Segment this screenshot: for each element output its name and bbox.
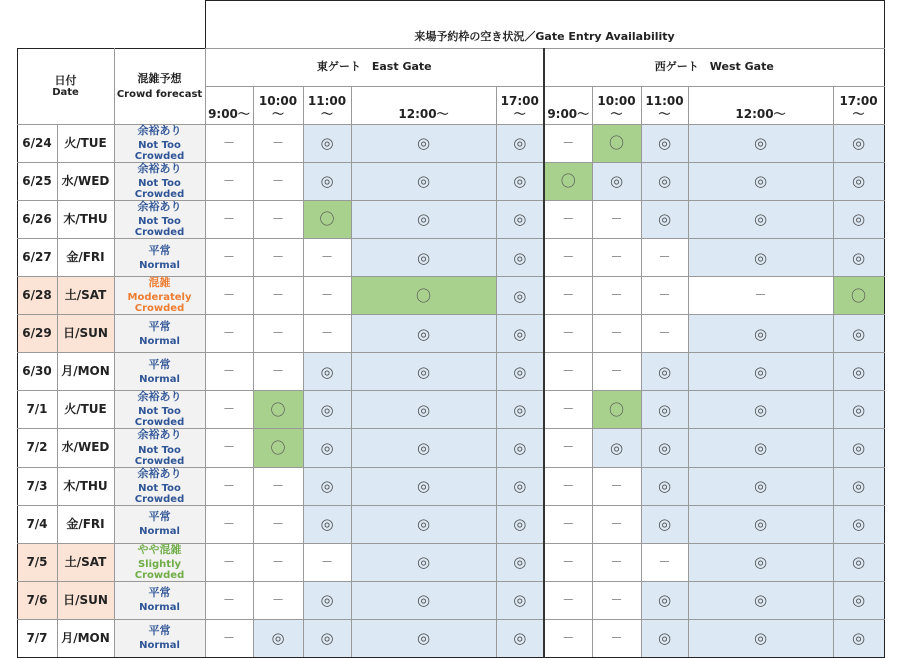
west-gate-slot-cell: － [641,277,688,315]
east-gate-slot-cell: ◎ [351,429,496,467]
date-cell: 6/26 [17,201,57,239]
west-gate-slot-cell: － [592,277,641,315]
left-margin-blank [0,87,17,125]
crowd-forecast-en: Not Too Crowded [134,444,185,467]
west-gate-slot-cell: ◎ [641,201,688,239]
left-margin-blank [0,543,17,581]
west-gate-slot-cell: ◎ [833,201,884,239]
east-gate-slot-cell: － [205,391,253,429]
crowd-forecast-jp: 混雑 [148,276,171,290]
west-gate-slot-cell: － [544,239,592,277]
crowd-forecast-en: Slightly Crowded [134,558,185,581]
day-cell: 火/TUE [57,391,114,429]
table-row [0,391,884,429]
table-row [0,315,884,353]
crowd-forecast-jp: 余裕あり [137,200,182,214]
crowd-forecast-cell [114,239,205,277]
west-gate-slot-cell: ◎ [833,429,884,467]
table-row [0,505,884,543]
left-margin-blank [0,277,17,315]
east-gate-slot-cell: ◎ [496,581,544,619]
west-gate-slot-cell: ◎ [641,353,688,391]
day-cell: 月/MON [57,353,114,391]
east-gate-slot-cell: ◎ [351,353,496,391]
east-gate-slot-cell: ◎ [351,163,496,201]
crowd-forecast-en: Normal [139,640,180,652]
west-gate-slot-cell: － [544,619,592,657]
east-gate-slot-cell: ◎ [496,391,544,429]
west-time-slot-header: 10:00～ [592,87,641,125]
west-gate-header: 西ゲート West Gate [544,49,884,87]
east-gate-slot-cell: ◎ [351,201,496,239]
west-gate-slot-cell: ◎ [641,467,688,505]
east-gate-slot-cell: － [303,543,351,581]
date-cell: 6/28 [17,277,57,315]
crowd-forecast-cell [114,467,205,505]
left-margin-blank [0,353,17,391]
table-row [0,201,884,239]
forecast-header [114,49,205,125]
table-row [0,581,884,619]
west-gate-slot-cell: ◎ [641,125,688,163]
west-gate-slot-cell: ◎ [688,429,833,467]
west-gate-slot-cell: ◎ [592,163,641,201]
east-gate-slot-cell: － [303,315,351,353]
east-gate-slot-cell: ◎ [303,125,351,163]
west-gate-slot-cell: ◎ [641,429,688,467]
crowd-forecast-en: Normal [139,526,180,538]
left-margin-blank [0,239,17,277]
west-gate-slot-cell: ◎ [833,353,884,391]
west-time-slot-header: 12:00～ [688,87,833,125]
crowd-forecast-en: Not Too Crowded [134,140,185,163]
east-gate-slot-cell: － [205,277,253,315]
table-row [0,543,884,581]
west-time-slot-header: 17:00～ [833,87,884,125]
east-gate-slot-cell: － [205,353,253,391]
east-gate-slot-cell: ◎ [303,619,351,657]
east-gate-slot-cell: ◎ [351,125,496,163]
east-gate-slot-cell: ◎ [303,163,351,201]
left-margin-blank [0,429,17,467]
east-gate-slot-cell: ◎ [303,581,351,619]
date-cell: 7/3 [17,467,57,505]
crowd-forecast-jp: やや混雑 [137,542,182,556]
east-gate-slot-cell: ◎ [496,619,544,657]
date-cell: 7/1 [17,391,57,429]
crowd-forecast-cell [114,315,205,353]
crowd-forecast-cell [114,125,205,163]
west-gate-slot-cell: － [592,239,641,277]
east-gate-slot-cell: － [253,315,303,353]
west-gate-slot-cell: ◎ [641,505,688,543]
east-gate-slot-cell: － [253,505,303,543]
crowd-forecast-cell [114,581,205,619]
west-gate-slot-cell: － [592,619,641,657]
west-gate-slot-cell: － [544,543,592,581]
west-gate-slot-cell: ◎ [833,543,884,581]
east-gate-slot-cell: － [253,581,303,619]
east-gate-slot-cell: ◎ [351,581,496,619]
left-margin-blank [0,467,17,505]
west-gate-slot-cell: － [641,239,688,277]
east-gate-slot-cell: － [205,429,253,467]
west-gate-slot-cell: ◎ [688,201,833,239]
crowd-forecast-jp: 平常 [148,319,171,333]
left-margin-blank [0,163,17,201]
left-margin-blank [0,125,17,163]
east-gate-slot-cell: ◎ [496,543,544,581]
date-cell: 7/4 [17,505,57,543]
table-row [0,163,884,201]
day-cell: 木/THU [57,467,114,505]
date-cell: 6/27 [17,239,57,277]
east-gate-slot-cell: － [253,239,303,277]
crowd-forecast-jp: 余裕あり [137,428,182,442]
crowd-forecast-en: Not Too Crowded [134,406,185,429]
west-gate-slot-cell: ◎ [688,543,833,581]
table-row [0,429,884,467]
east-gate-slot-cell: － [253,467,303,505]
crowd-forecast-jp: 平常 [148,510,171,524]
west-gate-slot-cell: ◎ [833,581,884,619]
west-gate-slot-cell: ◎ [688,467,833,505]
east-gate-slot-cell: ◎ [496,353,544,391]
west-gate-slot-cell: － [592,315,641,353]
west-gate-slot-cell: － [592,353,641,391]
west-gate-slot-cell: ◎ [833,125,884,163]
west-gate-slot-cell: 〇 [592,391,641,429]
date-header [17,49,114,125]
date-cell: 6/24 [17,125,57,163]
west-gate-slot-cell: － [641,543,688,581]
west-gate-slot-cell: ◎ [641,581,688,619]
east-gate-slot-cell: ◎ [496,201,544,239]
left-margin-blank [0,315,17,353]
east-gate-slot-cell: － [303,277,351,315]
east-gate-slot-cell: 〇 [253,391,303,429]
west-gate-slot-cell: － [544,201,592,239]
day-cell: 土/SAT [57,543,114,581]
table-title: 来場予約枠の空き状況／Gate Entry Availability [205,1,884,49]
west-gate-slot-cell: － [544,353,592,391]
west-gate-slot-cell: － [544,467,592,505]
west-gate-slot-cell: ◎ [641,163,688,201]
crowd-forecast-en: Not Too Crowded [134,178,185,201]
east-gate-slot-cell: 〇 [253,429,303,467]
west-gate-slot-cell: ◎ [688,353,833,391]
crowd-forecast-jp: 平常 [148,586,171,600]
left-margin-blank [0,391,17,429]
date-cell: 6/29 [17,315,57,353]
west-gate-slot-cell: － [544,581,592,619]
table-row [0,125,884,163]
east-gate-slot-cell: ◎ [253,619,303,657]
west-gate-slot-cell: － [592,581,641,619]
crowd-forecast-en: Moderately Crowded [127,292,192,315]
west-gate-slot-cell: ◎ [688,315,833,353]
east-gate-slot-cell: ◎ [351,505,496,543]
east-gate-slot-cell: － [253,201,303,239]
east-gate-slot-cell: ◎ [303,353,351,391]
crowd-forecast-cell [114,543,205,581]
crowd-forecast-jp: 平常 [148,243,171,257]
east-gate-slot-cell: － [253,353,303,391]
east-gate-slot-cell: ◎ [351,391,496,429]
crowd-forecast-en: Normal [139,373,180,385]
top-left-blank [0,1,205,49]
west-gate-slot-cell: － [544,277,592,315]
east-gate-slot-cell: － [205,581,253,619]
east-gate-slot-cell: － [205,239,253,277]
west-gate-slot-cell: － [641,315,688,353]
west-gate-slot-cell: ◎ [833,239,884,277]
crowd-forecast-jp: 余裕あり [137,390,182,404]
date-cell: 7/5 [17,543,57,581]
crowd-forecast-cell [114,163,205,201]
day-cell: 水/WED [57,163,114,201]
date-cell: 6/25 [17,163,57,201]
day-cell: 日/SUN [57,315,114,353]
east-gate-slot-cell: － [253,125,303,163]
east-gate-slot-cell: ◎ [496,505,544,543]
east-gate-slot-cell: ◎ [496,277,544,315]
west-gate-slot-cell: ◎ [833,505,884,543]
date-cell: 7/7 [17,619,57,657]
day-cell: 水/WED [57,429,114,467]
date-cell: 7/2 [17,429,57,467]
east-gate-slot-cell: ◎ [496,125,544,163]
east-gate-slot-cell: ◎ [351,239,496,277]
forecast-header-en: Crowd forecast [116,88,203,100]
table-row [0,239,884,277]
west-gate-slot-cell: － [544,391,592,429]
east-gate-header: 東ゲート East Gate [205,49,544,87]
day-cell: 木/THU [57,201,114,239]
crowd-forecast-jp: 平常 [148,624,171,638]
crowd-forecast-cell [114,353,205,391]
crowd-forecast-en: Normal [139,335,180,347]
east-gate-slot-cell: － [205,201,253,239]
east-gate-slot-cell: － [253,543,303,581]
west-gate-slot-cell: ◎ [833,163,884,201]
date-header-en: Date [52,87,79,99]
west-gate-slot-cell: ◎ [833,619,884,657]
east-gate-slot-cell: ◎ [496,467,544,505]
crowd-forecast-cell [114,391,205,429]
date-header-jp: 日付 [54,73,77,87]
left-margin-blank [0,505,17,543]
west-gate-slot-cell: － [544,505,592,543]
crowd-forecast-jp: 余裕あり [137,466,182,480]
east-gate-slot-cell: ◎ [496,239,544,277]
east-gate-slot-cell: ◎ [351,619,496,657]
crowd-forecast-en: Not Too Crowded [134,482,185,505]
day-cell: 土/SAT [57,277,114,315]
east-gate-slot-cell: ◎ [496,315,544,353]
west-time-slot-header: 9:00～ [544,87,592,125]
left-margin-blank [0,201,17,239]
forecast-header-jp: 混雑予想 [137,72,182,86]
west-gate-slot-cell: 〇 [544,163,592,201]
east-gate-slot-cell: 〇 [351,277,496,315]
crowd-forecast-jp: 余裕あり [137,124,182,137]
east-gate-slot-cell: － [205,467,253,505]
west-gate-slot-cell: ◎ [688,581,833,619]
date-cell: 6/30 [17,353,57,391]
east-gate-slot-cell: － [205,315,253,353]
west-gate-slot-cell: － [592,201,641,239]
west-gate-slot-cell: ◎ [688,125,833,163]
east-gate-slot-cell: － [205,543,253,581]
table-row [0,467,884,505]
crowd-forecast-jp: 平常 [148,357,171,371]
table-row [0,353,884,391]
crowd-forecast-cell [114,277,205,315]
east-gate-slot-cell: ◎ [351,315,496,353]
crowd-forecast-cell [114,429,205,467]
west-gate-slot-cell: 〇 [833,277,884,315]
west-gate-slot-cell: ◎ [688,619,833,657]
east-gate-slot-cell: － [205,163,253,201]
crowd-forecast-en: Not Too Crowded [134,216,185,239]
crowd-forecast-cell [114,505,205,543]
east-gate-slot-cell: ◎ [351,467,496,505]
date-cell: 7/6 [17,581,57,619]
west-gate-slot-cell: － [544,315,592,353]
crowd-forecast-jp: 余裕あり [137,162,182,176]
west-gate-slot-cell: － [544,125,592,163]
day-cell: 金/FRI [57,505,114,543]
left-margin-blank [0,619,17,657]
east-gate-slot-cell: － [303,239,351,277]
west-gate-slot-cell: － [592,505,641,543]
table-row [0,277,884,315]
east-gate-slot-cell: － [205,619,253,657]
west-gate-slot-cell: － [688,277,833,315]
west-gate-slot-cell: － [592,543,641,581]
west-gate-slot-cell: ◎ [833,467,884,505]
east-gate-slot-cell: ◎ [303,505,351,543]
west-gate-slot-cell: ◎ [688,505,833,543]
west-gate-slot-cell: ◎ [833,315,884,353]
west-gate-slot-cell: ◎ [641,619,688,657]
left-margin-blank [0,49,17,87]
west-gate-slot-cell: ◎ [688,163,833,201]
crowd-forecast-cell [114,619,205,657]
east-gate-slot-cell: ◎ [496,163,544,201]
east-gate-slot-cell: ◎ [303,391,351,429]
east-gate-slot-cell: － [205,505,253,543]
west-gate-slot-cell: ◎ [833,391,884,429]
left-margin-blank [0,581,17,619]
west-gate-slot-cell: ◎ [592,429,641,467]
day-cell: 火/TUE [57,125,114,163]
east-gate-slot-cell: ◎ [303,429,351,467]
west-gate-slot-cell: － [592,467,641,505]
east-gate-slot-cell: － [253,277,303,315]
west-time-slot-header: 11:00～ [641,87,688,125]
day-cell: 日/SUN [57,581,114,619]
west-gate-slot-cell: － [544,429,592,467]
day-cell: 月/MON [57,619,114,657]
east-gate-slot-cell: － [205,125,253,163]
east-gate-slot-cell: ◎ [351,543,496,581]
crowd-forecast-en: Normal [139,259,180,271]
day-cell: 金/FRI [57,239,114,277]
west-gate-slot-cell: ◎ [688,239,833,277]
west-gate-slot-cell: 〇 [592,125,641,163]
east-time-slot-header: 10:00～ [253,87,303,125]
east-gate-slot-cell: ◎ [496,429,544,467]
east-gate-slot-cell: － [253,163,303,201]
table-row [0,619,884,657]
east-time-slot-header: 17:00～ [496,87,544,125]
west-gate-slot-cell: ◎ [688,391,833,429]
east-time-slot-header: 9:00～ [205,87,253,125]
crowd-forecast-en: Normal [139,602,180,614]
east-time-slot-header: 12:00～ [351,87,496,125]
crowd-forecast-cell [114,201,205,239]
east-time-slot-header: 11:00～ [303,87,351,125]
east-gate-slot-cell: 〇 [303,201,351,239]
west-gate-slot-cell: ◎ [641,391,688,429]
east-gate-slot-cell: ◎ [303,467,351,505]
